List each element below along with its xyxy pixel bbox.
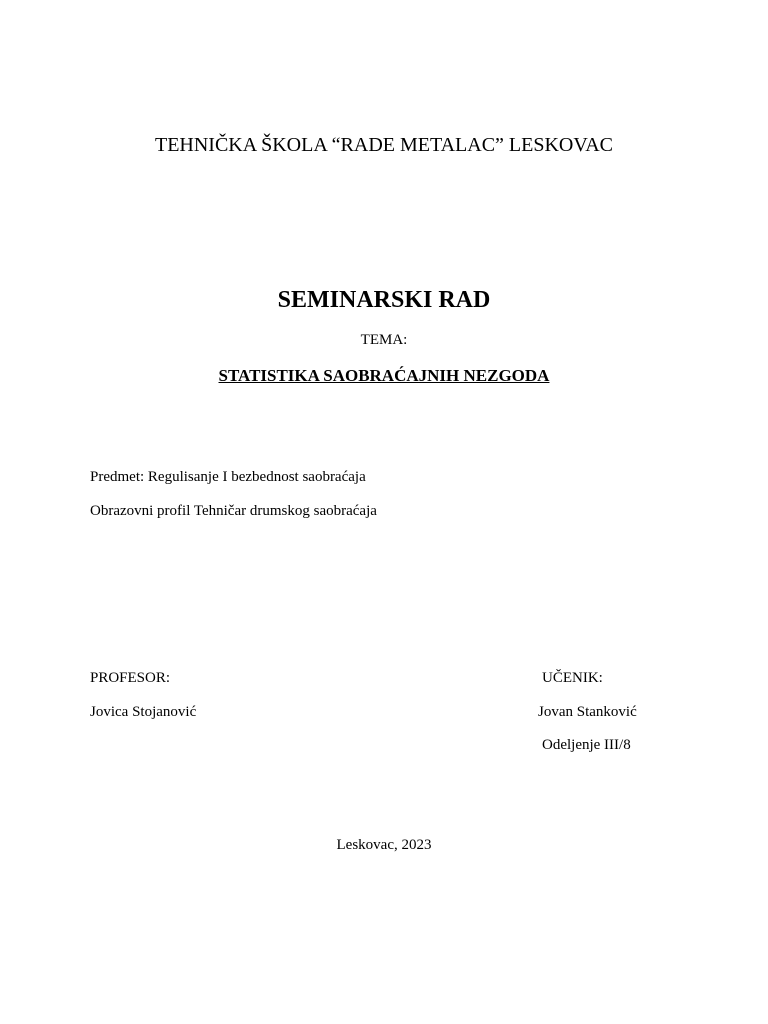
topic-title: STATISTIKA SAOBRAĆAJNIH NEZGODA	[218, 366, 550, 385]
student-name: Jovan Stanković	[538, 704, 637, 720]
student-label: UČENIK:	[542, 670, 603, 686]
document-title: SEMINARSKI RAD	[277, 287, 491, 313]
subject-line: Predmet: Regulisanje I bezbednost saobraćaja	[90, 469, 366, 485]
school-name: TEHNIČKA ŠKOLA “RADE METALAC” LESKOVAC	[154, 134, 614, 156]
professor-name: Jovica Stojanović	[90, 704, 197, 720]
place-and-date: Leskovac, 2023	[336, 837, 432, 853]
student-class: Odeljenje III/8	[542, 737, 631, 753]
topic-label: TEMA:	[360, 332, 408, 348]
education-profile-line: Obrazovni profil Tehničar drumskog saobraćaja	[90, 503, 377, 519]
professor-label: PROFESOR:	[90, 670, 171, 686]
